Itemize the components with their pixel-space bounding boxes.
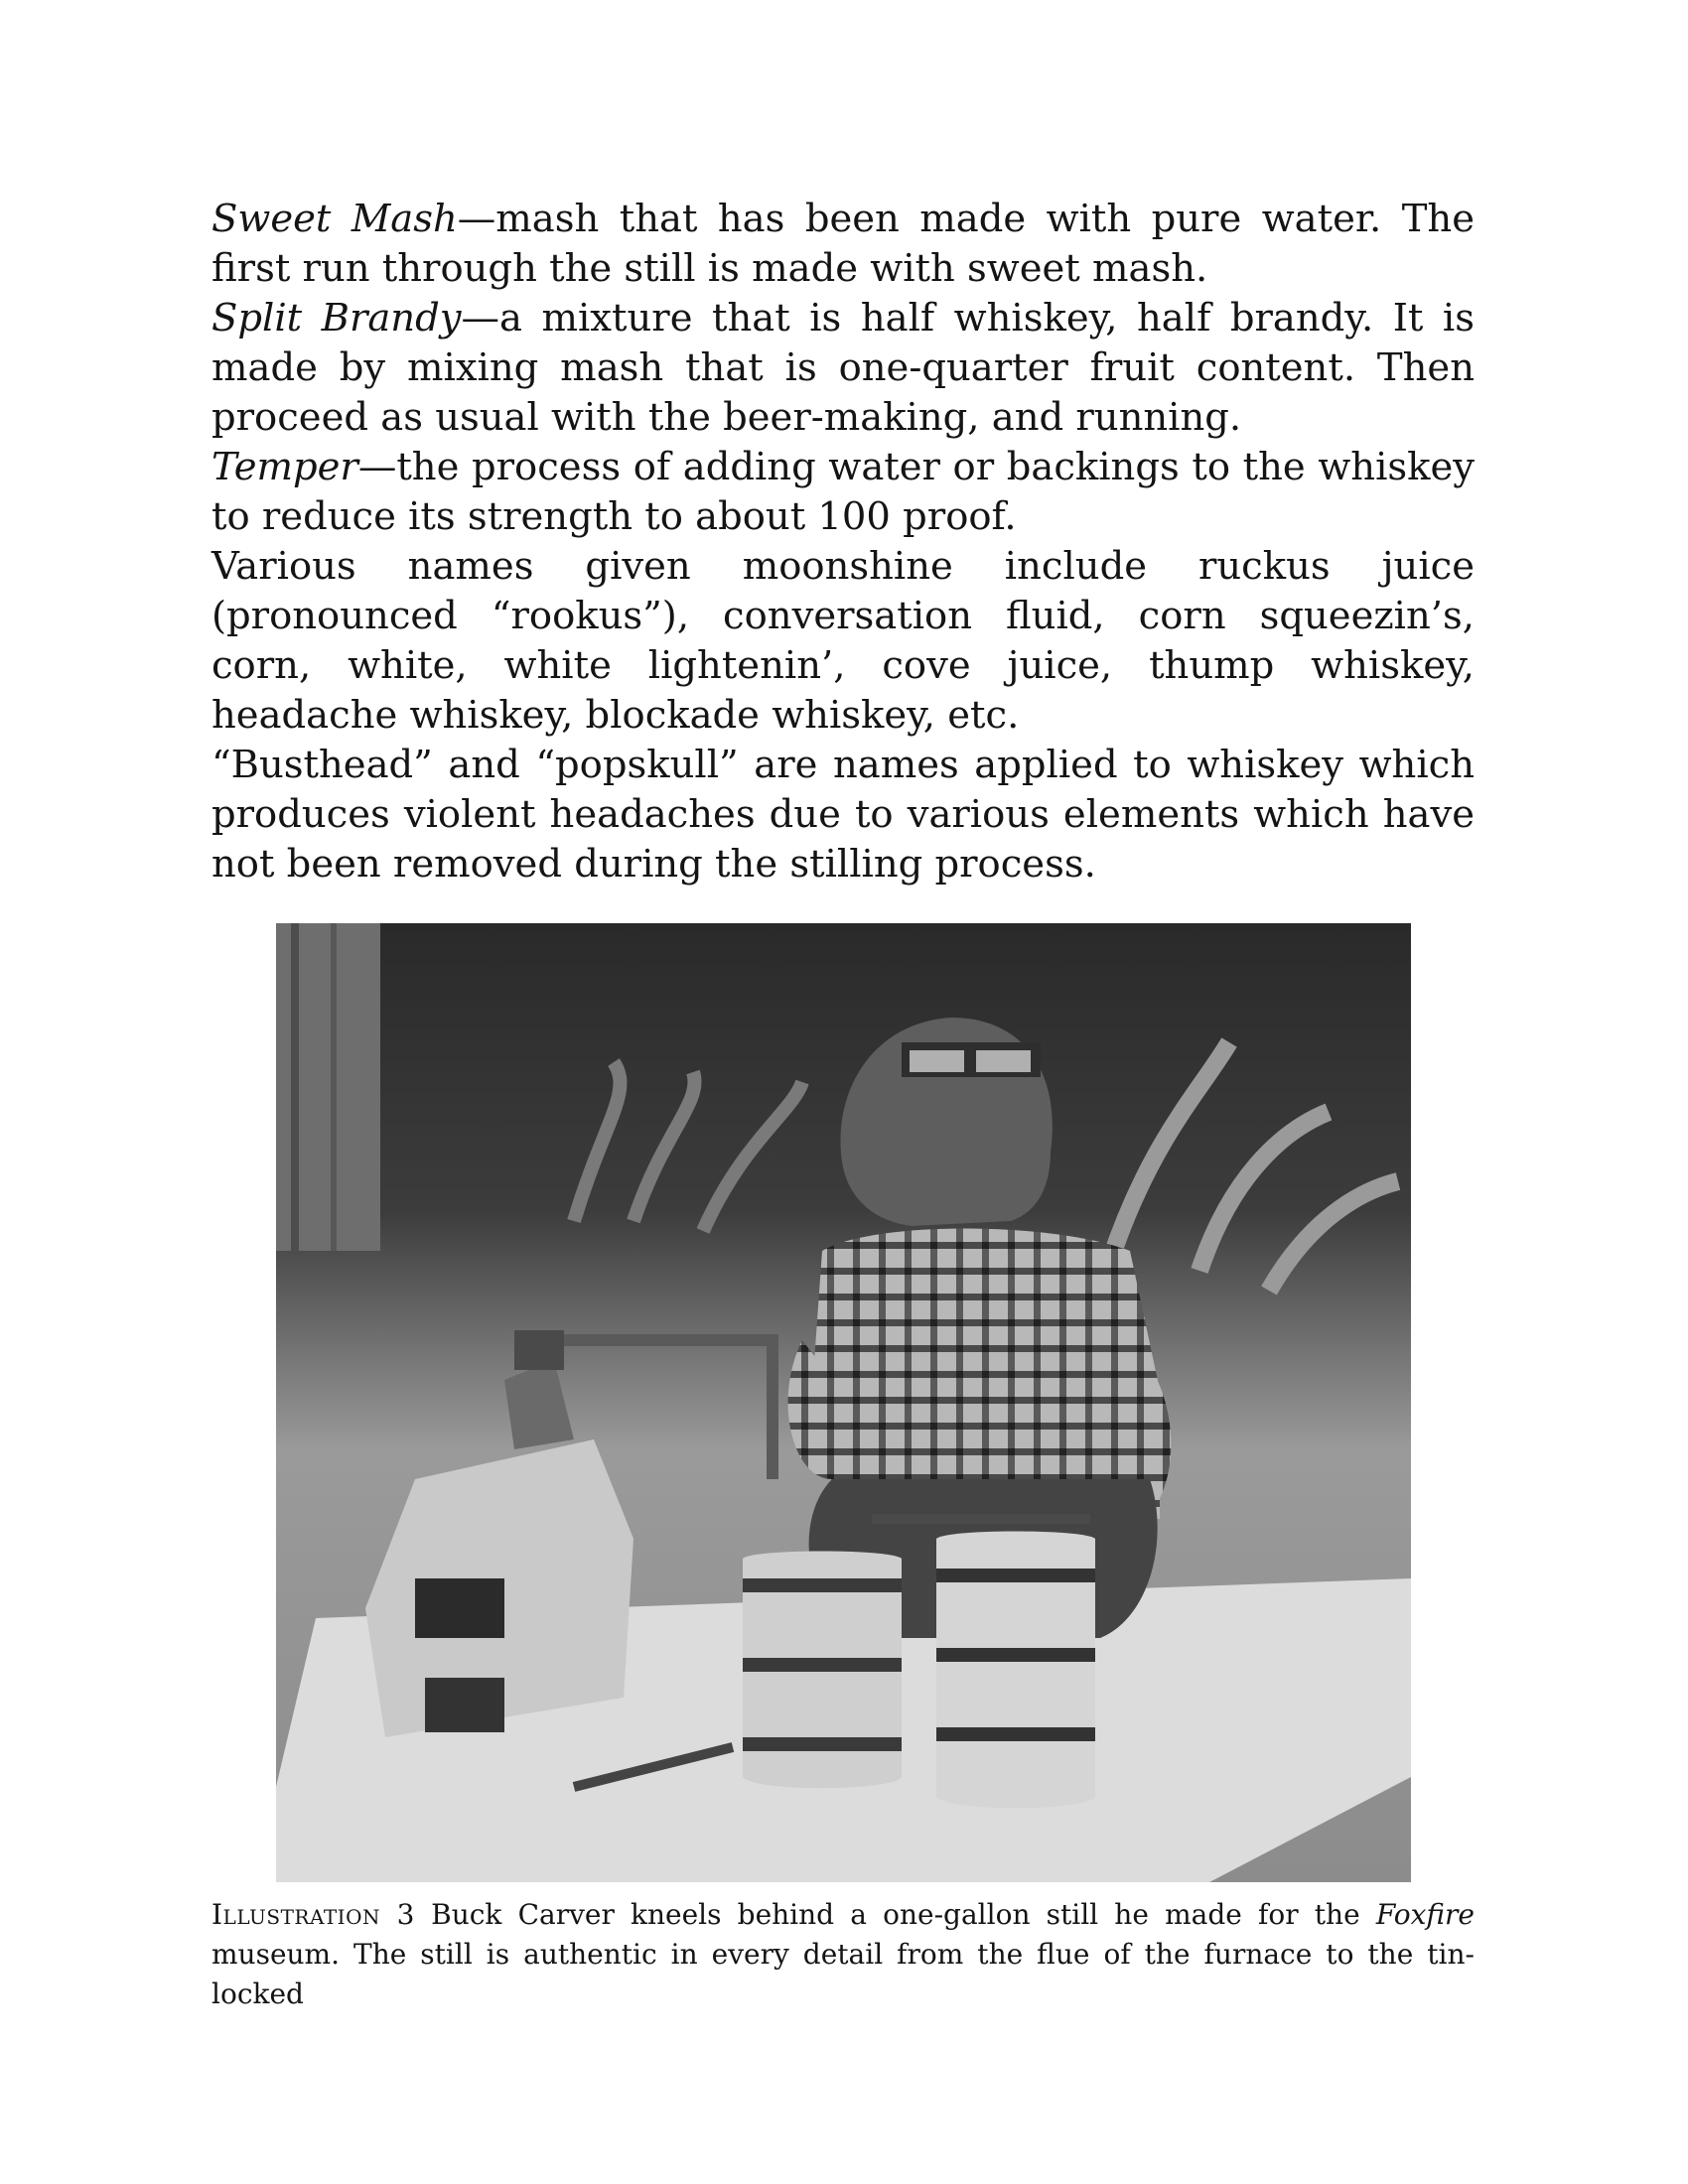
glossary-entry-temper — [211, 443, 1475, 542]
photograph-illustration — [276, 923, 1411, 1882]
caption-text-continued: museum. The still is authentic in every detail from the flue of the furnace to the tin-locked — [211, 1938, 1475, 2010]
glossary-term: Sweet Mash — [211, 197, 458, 241]
glossary-definition: —a mixture that is half whiskey, half brandy. It is made by mixing mash that is one-quarter fruit content. Then proceed as usual with the beer-making, and running. — [211, 296, 1475, 440]
caption-label: Illustration 3 — [211, 1898, 415, 1931]
paragraph-moonshine-names: Various names given moonshine include ruckus juice (pronounced “rookus”), conversation fluid, corn squeezin’s, corn, white, white lightenin’, cove juice, thump whiskey, headache whiskey, blockade whiskey, etc. — [211, 544, 1475, 738]
glossary-definition: —mash that has been made with pure water. The first run through the still is made with sweet mash. — [211, 197, 1475, 291]
page-body — [211, 195, 1475, 889]
caption-paragraph — [211, 1895, 1475, 2014]
caption-text: Buck Carver kneels behind a one-gallon still he made for the — [414, 1898, 1376, 1931]
photograph-still — [276, 923, 1411, 1882]
paragraph-busthead-popskull: “Busthead” and “popskull” are names applied to whiskey which produces violent headaches due to various elements which have not been removed during the stilling process. — [211, 743, 1475, 887]
glossary-term: Temper — [211, 445, 358, 489]
figure-caption — [211, 1895, 1475, 2014]
glossary-definition: —the process of adding water or backings to the whiskey to reduce its strength to about 100 proof. — [211, 445, 1475, 539]
glossary-entry-split-brandy — [211, 294, 1475, 443]
caption-italic-title: Foxfire — [1375, 1898, 1475, 1931]
glossary-entry-sweet-mash — [211, 195, 1475, 294]
glossary-term: Split Brandy — [211, 296, 462, 341]
